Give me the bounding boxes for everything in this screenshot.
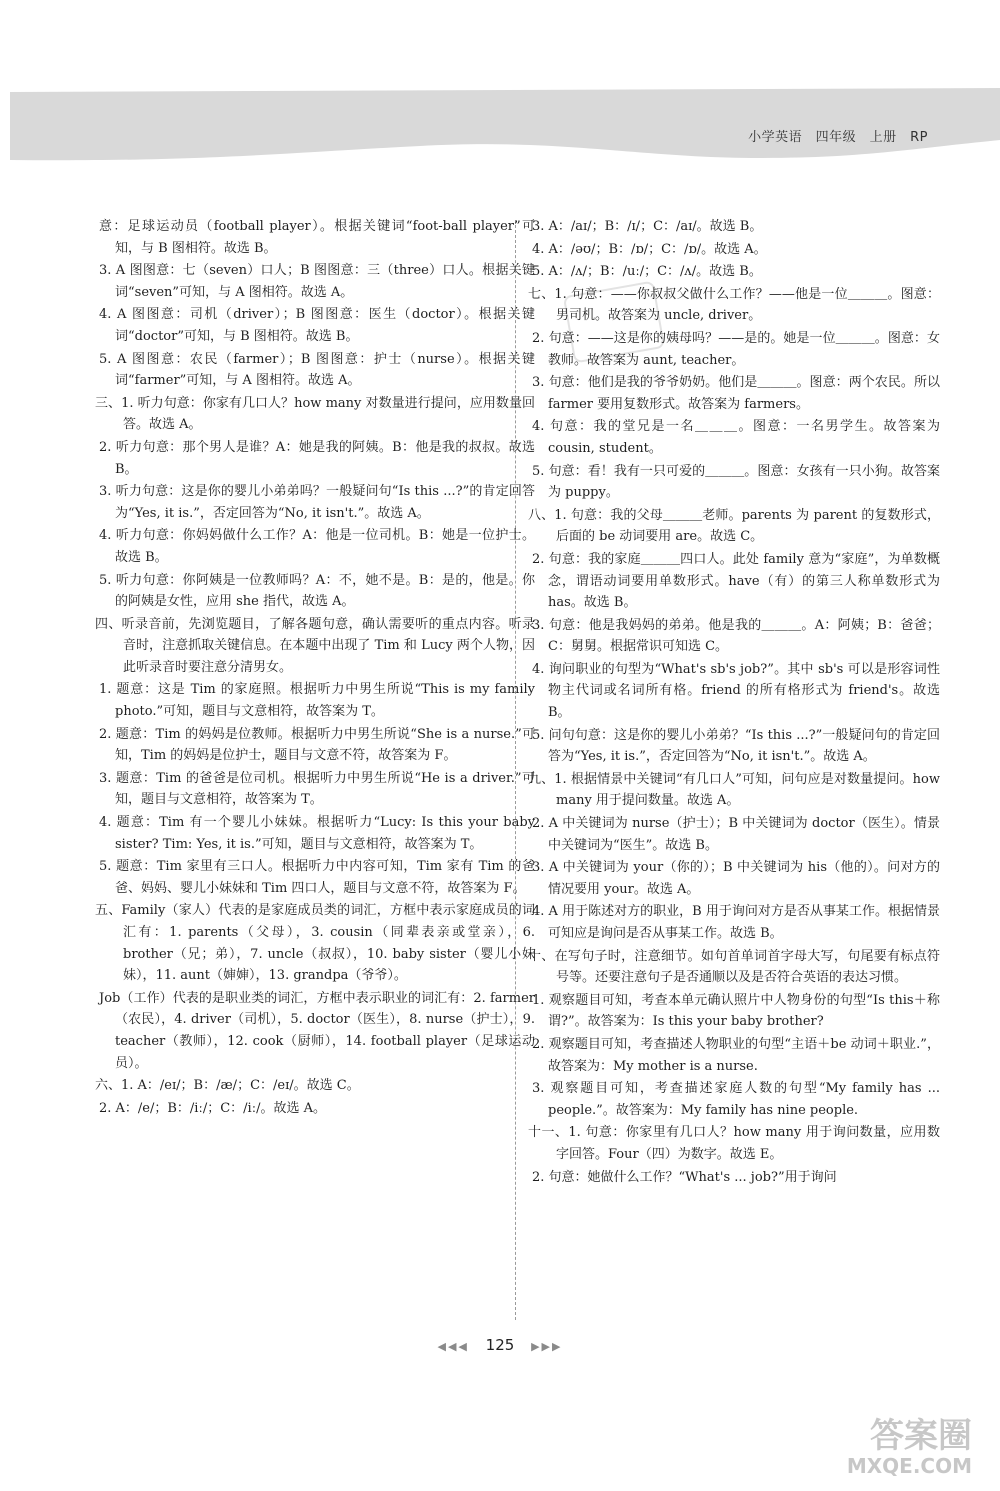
right-paragraph: 七、1. 句意：——你叔叔父做什么工作？——他是一位＿＿＿。图意：男司机。故答案为 uncle, driver。	[528, 286, 940, 324]
page-number: 125	[485, 1336, 515, 1354]
right-paragraph: 4. A：/əʊ/；B：/ɒ/；C：/ɒ/。故选 A。	[532, 241, 767, 257]
right-paragraph: 3. A：/aɪ/；B：/ɪ/；C：/aɪ/。故选 B。	[532, 219, 763, 234]
right-paragraph: 3. 句意：他们是我的爷爷奶奶。他们是＿＿＿。图意：两个农民。所以 farmer 要用复数形式。故答案为 farmers。	[532, 375, 940, 412]
watermark-text: 答案圈	[870, 1416, 972, 1456]
left-paragraph: 3. A 图图意：七（seven）口人；B 图图意：三（three）口人。根据关键词“seven”可知，与 A 图相符。故选 A。	[99, 263, 535, 300]
left-paragraph: 三、1. 听力句意：你家有几口人？how many 对数量进行提问，应用数量回答。故选 A。	[95, 395, 535, 433]
right-paragraph: 2. A 中关键词为 nurse（护士）；B 中关键词为 doctor（医生）。情景中关键词为“医生”。故选 B。	[532, 816, 940, 853]
left-paragraph: 5. A 图图意：农民（farmer）；B 图图意：护士（nurse）。根据关键词“farmer”可知，与 A 图相符。故选 A。	[99, 351, 535, 389]
right-paragraph: 十一、1. 句意：你家里有几口人？how many 用于询问数量，应用数字回答。Four（四）为数字。故选 E。	[528, 1125, 940, 1162]
right-paragraph: 3. A 中关键词为 your（你的）；B 中关键词为 his（他的）。问对方的情况要用 your。故选 A。	[532, 860, 940, 897]
left-paragraph: 六、1. A：/eɪ/；B：/æ/；C：/eɪ/。故选 C。	[95, 1078, 360, 1094]
right-paragraph: 2. 句意：我的家庭＿＿＿四口人。此处 family 意为“家庭”，为单数概念，谓语动词要用单数形式。have（有）的第三人称单数形式为 has。故选 B。	[532, 551, 940, 611]
right-paragraph: 4. 句意：我的堂兄是一名＿＿＿。图意：一名男学生。故答案为 cousin, student。	[532, 419, 940, 456]
right-paragraph: 5. 问句句意：这是你的婴儿小弟弟？“Is this ...?”一般疑问句的肯定回答为“Yes, it is.”，否定回答为“No, it isn't.”。故选 A。	[532, 727, 940, 765]
header-band	[0, 0, 1000, 175]
left-paragraph: 四、听录音前，先浏览题目，了解各题句意，确认需要听的重点内容。听录音时，注意抓取关键信息。在本题中出现了 Tim 和 Lucy 两个人物，因此听录音时要注意分清男女。	[95, 616, 535, 675]
left-paragraph: 五、Family（家人）代表的是家庭成员类的词汇，方框中表示家庭成员的词汇有：1. parents（父母），3. cousin（同辈表亲或堂亲），6. brother（兄；弟），7. uncle（叔叔），10. baby sister（婴儿小妹妹），11. aunt（婶婶），13. grandpa（爷爷）。	[95, 903, 535, 984]
left-paragraph: 5. 题意：Tim 家里有三口人。根据听力中内容可知，Tim 家有 Tim 的爸爸、妈妈、婴儿小妹妹和 Tim 四口人，题目与文意不符，故答案为 F。	[99, 859, 535, 896]
left-paragraph: Job（工作）代表的是职业类的词汇，方框中表示职业的词汇有：2. farmer（农民），4. driver（司机），5. doctor（医生），8. nurse（护士），9. teacher（教师），12. cook（厨师），14. football player（足球运动员）。	[99, 990, 535, 1071]
right-paragraph: 5. A：/ʌ/；B：/uː/；C：/ʌ/。故选 B。	[532, 264, 762, 280]
header-title: 小学英语 四年级 上册 RP	[748, 130, 928, 145]
page-footer	[0, 1336, 1000, 1354]
right-paragraph: 八、1. 句意：我的父母＿＿＿老师。parents 为 parent 的复数形式，后面的 be 动词要用 are。故选 C。	[528, 507, 940, 545]
right-paragraph: 十、在写句子时，注意细节。如句首单词首字母大写，句尾要有标点符号等。还要注意句子是否通顺以及是否符合英语的表达习惯。	[528, 948, 940, 986]
right-column	[528, 216, 940, 1189]
right-paragraph: 2. 句意：她做什么工作？“What's ... job?”用于询问	[532, 1169, 837, 1185]
left-column	[95, 216, 535, 1120]
left-paragraph: 意：足球运动员（football player）。根据关键词“foot-ball player”可知，与 B 图相符。故选 B。	[99, 219, 535, 256]
right-paragraph: 3. 观察题目可知，考查描述家庭人数的句型“My family has ... people.”。故答案为：My family has nine people.	[532, 1081, 940, 1118]
right-paragraph: 1. 观察题目可知，考查本单元确认照片中人物身份的句型“Is this＋称谓?”。故答案为：Is this your baby brother?	[532, 992, 940, 1030]
left-paragraph: 2. 听力句意：那个男人是谁？A：她是我的阿姨。B：他是我的叔叔。故选 B。	[99, 439, 535, 477]
left-paragraph: 4. 题意：Tim 有一个婴儿小妹妹。根据听力“Lucy: Is this your baby sister? Tim: Yes, it is.”可知，题目与文意相符，故答案为 T。	[99, 815, 535, 852]
left-paragraph: 5. 听力句意：你阿姨是一位教师吗？A：不，她不是。B：是的，他是。你的阿姨是女性，应用 she 指代，故选 A。	[99, 572, 535, 610]
left-paragraph: 4. 听力句意：你妈妈做什么工作？A：他是一位司机。B：她是一位护士。故选 B。	[99, 528, 535, 565]
next-arrows-icon: ▶▶▶	[531, 1340, 563, 1353]
prev-arrows-icon: ◀◀◀	[437, 1340, 469, 1353]
watermark-logo	[772, 1408, 972, 1488]
right-paragraph: 5. 句意：看！我有一只可爱的＿＿＿。图意：女孩有一只小狗。故答案为 puppy。	[532, 463, 940, 501]
left-paragraph: 4. A 图图意：司机（driver）；B 图图意：医生（doctor）。根据关键词“doctor”可知，与 B 图相符。故选 B。	[99, 307, 535, 344]
watermark-url: MXQE.COM	[846, 1454, 972, 1478]
left-paragraph: 2. A：/e/；B：/iː/；C：/iː/。故选 A。	[99, 1100, 326, 1116]
right-paragraph: 4. 询问职业的句型为“What's sb's job?”。其中 sb's 可以是形容词性物主代词或名词所有格。friend 的所有格形式为 friend's。故选 B。	[532, 661, 940, 721]
left-paragraph: 3. 听力句意：这是你的婴儿小弟弟吗？一般疑问句“Is this ...?”的肯定回答为“Yes, it is.”，否定回答为“No, it isn't.”。故选 A。	[99, 484, 535, 521]
right-paragraph: 2. 观察题目可知，考查描述人物职业的句型“主语＋be 动词＋职业.”，故答案为：My mother is a nurse.	[532, 1036, 940, 1074]
left-paragraph: 3. 题意：Tim 的爸爸是位司机。根据听力中男生所说“He is a driver.”可知，题目与文意相符，故答案为 T。	[99, 770, 535, 808]
right-paragraph: 九、1. 根据情景中关键词“有几口人”可知，问句应是对数量提问。how many 用于提问数量。故选 A。	[528, 771, 940, 809]
right-paragraph: 2. 句意：——这是你的姨母吗？——是的。她是一位＿＿＿。图意：女教师。故答案为 aunt, teacher。	[532, 330, 940, 368]
right-paragraph: 4. A 用于陈述对方的职业，B 用于询问对方是否从事某工作。根据情景可知应是询问是否从事某工作。故选 B。	[532, 904, 940, 941]
left-paragraph: 1. 题意：这是 Tim 的家庭照。根据听力中男生所说“This is my family photo.”可知，题目与文意相符，故答案为 T。	[99, 682, 535, 720]
left-paragraph: 2. 题意：Tim 的妈妈是位教师。根据听力中男生所说“She is a nurse.”可知，Tim 的妈妈是位护士，题目与文意不符，故答案为 F。	[99, 726, 535, 764]
right-paragraph: 3. 句意：他是我妈妈的弟弟。他是我的＿＿＿。A：阿姨；B：爸爸；C：舅舅。根据常识可知选 C。	[532, 617, 940, 655]
